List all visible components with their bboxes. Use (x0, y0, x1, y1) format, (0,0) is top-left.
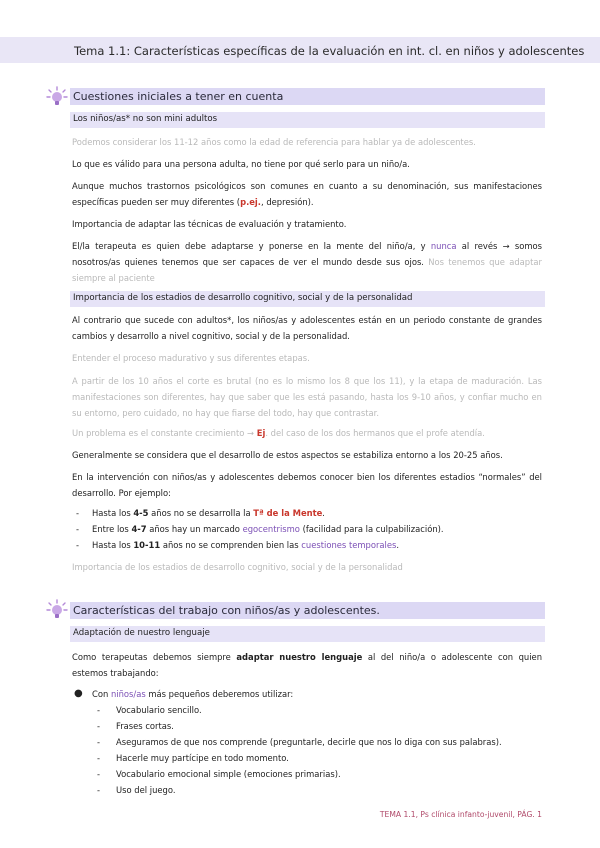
list-dash: - (97, 785, 101, 795)
list-dash: - (97, 705, 101, 715)
paragraph: En la intervención con niños/as y adolescentes debemos conocer bien los diferentes estadios “normales” del desarrollo. Por ejemplo: (72, 472, 542, 498)
note-text: Entender el proceso madurativo y sus diferentes etapas. (72, 353, 310, 363)
page-title: Tema 1.1: Características específicas de la evaluación en int. cl. en niños y adolescentes (74, 44, 585, 58)
section-heading: Características del trabajo con niños/as y adolescentes. (70, 602, 545, 619)
lightbulb-icon (46, 86, 68, 108)
paragraph: Lo que es válido para una persona adulta, no tiene por qué serlo para un niño/a. (72, 159, 410, 169)
list-dash: - (76, 524, 80, 534)
list-dash: - (97, 753, 101, 763)
subheading: Adaptación de nuestro lenguaje (70, 626, 545, 642)
section-heading: Cuestiones iniciales a tener en cuenta (70, 88, 545, 105)
list-item: Aseguramos de que nos comprende (preguntarle, decirle que nos lo diga con sus palabras). (116, 737, 502, 747)
note-text: A partir de los 10 años el corte es brutal (no es lo mismo los 8 que los 11), y la etapa de maduración. Las manifestaciones son diferentes, hay que saber que les está pasando, hasta los 9-10 años, y confiar mucho en su entorno, pero cuidado, no hay que fiarse del todo, hay que contrastar. (72, 376, 542, 418)
note-text: Un problema es el constante crecimiento → Ej. del caso de los dos hermanos que el profe atendía. (72, 428, 485, 438)
list-dash: - (97, 769, 101, 779)
subheading: Los niños/as* no son mini adultos (70, 112, 545, 128)
list-item: Hasta los 4-5 años no se desarrolla la Tª de la Mente. (92, 508, 325, 518)
list-item: Con niños/as más pequeños deberemos utilizar: (92, 689, 294, 699)
list-dash: - (97, 721, 101, 731)
subheading: Importancia de los estadios de desarrollo cognitivo, social y de la personalidad (70, 291, 545, 307)
list-item: Vocabulario emocional simple (emociones primarias). (116, 769, 341, 779)
list-item: Hasta los 10-11 años no se comprenden bien las cuestiones temporales. (92, 540, 400, 550)
list-item: Entre los 4-7 años hay un marcado egocentrismo (facilidad para la culpabilización). (92, 524, 444, 534)
list-item: Uso del juego. (116, 785, 176, 795)
paragraph: Como terapeutas debemos siempre adaptar nuestro lenguaje al del niño/a o adolescente con quien estemos trabajando: (72, 652, 542, 678)
paragraph: Importancia de adaptar las técnicas de evaluación y tratamiento. (72, 219, 347, 229)
paragraph: Generalmente se considera que el desarrollo de estos aspectos se estabiliza entorno a los 20-25 años. (72, 450, 503, 460)
paragraph: Al contrario que sucede con adultos*, los niños/as y adolescentes están en un periodo constante de grandes cambios y desarrollo a nivel cognitivo, social y de la personalidad. (72, 315, 542, 341)
page-footer: TEMA 1.1, Ps clínica infanto-juvenil, PÁG. 1 (379, 810, 542, 819)
note-text: Importancia de los estadios de desarrollo cognitivo, social y de la personalidad (72, 562, 403, 572)
list-dash: - (76, 508, 80, 518)
list-item: Hacerle muy partícipe en todo momento. (116, 753, 289, 763)
paragraph: El/la terapeuta es quien debe adaptarse y ponerse en la mente del niño/a, y nunca al revés → somos nosotros/as quienes tenemos que ser capaces de ver el mundo desde sus ojos. Nos tenemos que adaptar siempre al paciente (72, 241, 542, 283)
lightbulb-icon (46, 599, 68, 621)
paragraph: Aunque muchos trastornos psicológicos son comunes en cuanto a su denominación, sus manifestaciones específicas pueden ser muy diferentes (p.ej., depresión). (72, 181, 542, 207)
note-text: Podemos considerar los 11-12 años como la edad de referencia para hablar ya de adolescentes. (72, 137, 476, 147)
list-dash: - (76, 540, 80, 550)
list-item: Frases cortas. (116, 721, 174, 731)
bullet-dot: ● (74, 688, 83, 699)
list-item: Vocabulario sencillo. (116, 705, 202, 715)
list-dash: - (97, 737, 101, 747)
